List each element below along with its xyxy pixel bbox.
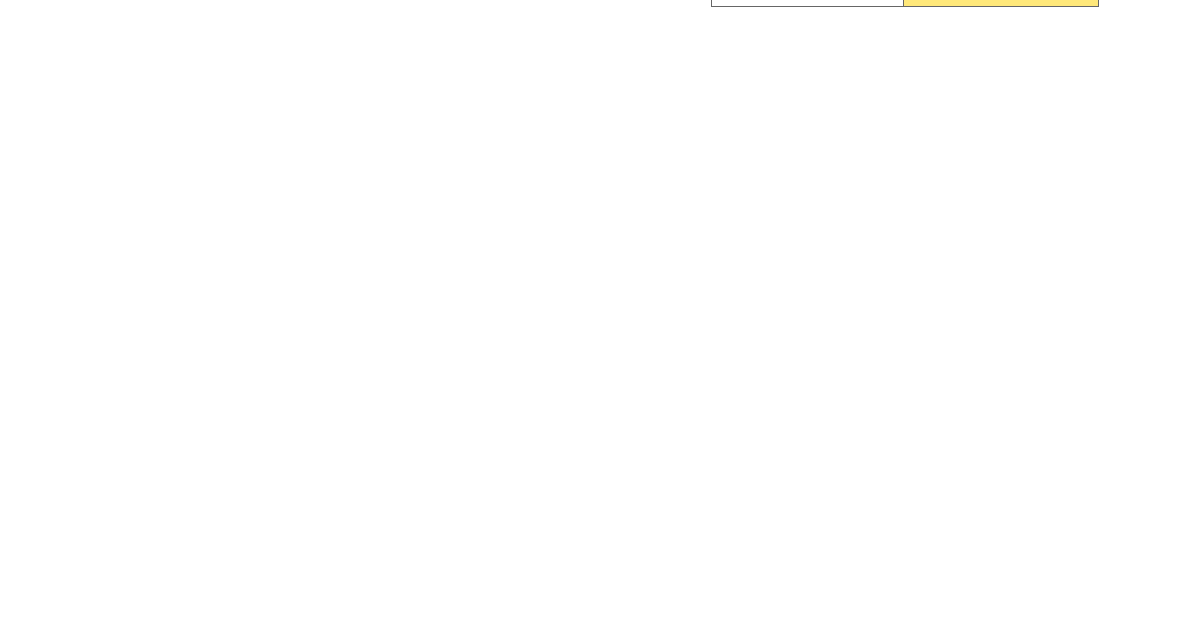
column-header-row xyxy=(100,19,1100,37)
top-cell-right[interactable] xyxy=(903,0,1099,7)
spreadsheet xyxy=(100,0,1100,630)
top-cell-left[interactable] xyxy=(711,0,905,7)
